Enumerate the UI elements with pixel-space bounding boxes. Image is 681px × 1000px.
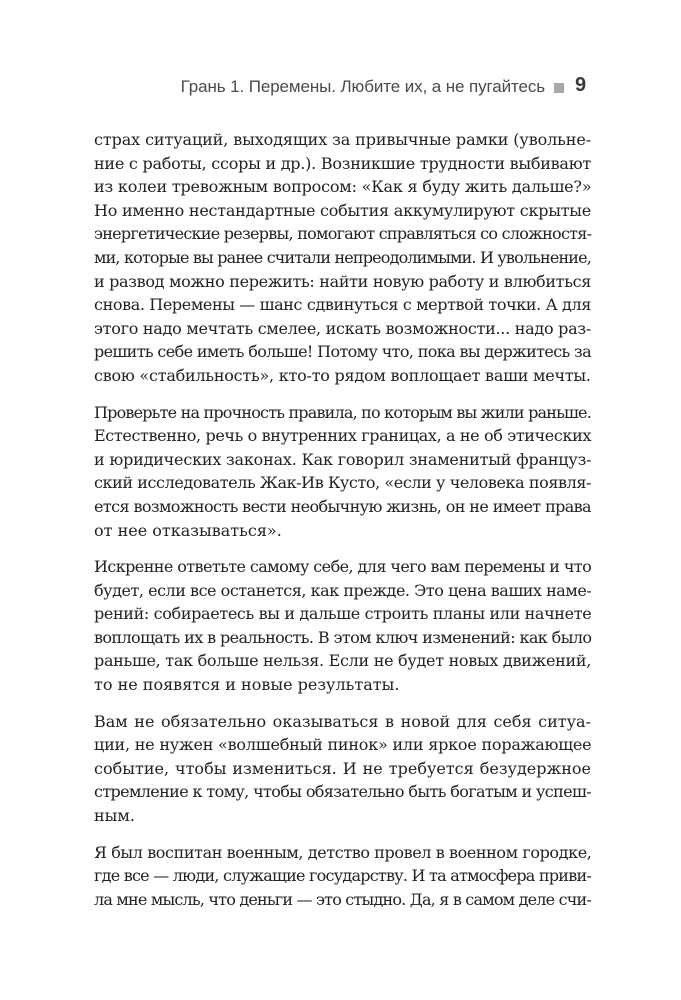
text-line: Проверьте на прочность правила, по которым вы жили раньше. bbox=[94, 402, 591, 422]
text-line: где все — люди, служащие государству. И та атмосфера приви- bbox=[94, 866, 591, 886]
text-line: событие, чтобы измениться. И не требуется безудержное bbox=[94, 758, 591, 778]
text-line: Я был воспитан военным, детство провел в военном городке, bbox=[94, 842, 592, 862]
text-line: от нее отказываться». bbox=[94, 520, 282, 540]
text-line: ский исследователь Жак-Ив Кусто, «если у человека появля- bbox=[94, 473, 591, 493]
separator-square-icon bbox=[554, 83, 564, 93]
text-line: Но именно нестандартные события аккумулируют скрытые bbox=[94, 200, 591, 220]
text-line: ние с работы, ссоры и др.). Возникшие трудности выбивают bbox=[94, 153, 591, 173]
paragraph-4 bbox=[94, 710, 591, 828]
paragraph-2 bbox=[94, 401, 591, 543]
text-line: рений: собираетесь вы и дальше строить планы или начнете bbox=[94, 604, 592, 624]
paragraph-3 bbox=[94, 555, 591, 697]
text-line: и юридических законах. Как говорил знаменитый француз- bbox=[94, 449, 592, 469]
body-text bbox=[94, 128, 591, 924]
text-line: Естественно, речь о внутренних границах, а не об этических bbox=[94, 426, 591, 446]
text-line: ми, которые вы ранее считали непреодолимыми. И увольнение, bbox=[94, 247, 591, 267]
text-line: воплощать их в реальность. В этом ключ изменений: как было bbox=[94, 627, 592, 647]
text-line: Вам не обязательно оказываться в новой для себя ситуа- bbox=[94, 711, 591, 731]
running-title: Грань 1. Перемены. Любите их, а не пугайтесь bbox=[180, 77, 545, 96]
text-line: Искренне ответьте самому себе, для чего вам перемены и что bbox=[94, 557, 592, 577]
text-line: то не появятся и новые результаты. bbox=[94, 675, 400, 695]
text-line: энергетические резервы, помогают справляться со сложностя- bbox=[94, 224, 592, 244]
paragraph-5 bbox=[94, 841, 591, 912]
text-line: свою «стабильность», кто-то рядом воплощает ваши мечты. bbox=[94, 365, 591, 385]
text-line: стремление к тому, чтобы обязательно быть богатым и успеш- bbox=[94, 782, 591, 802]
text-line: ции, не нужен «волшебный пинок» или яркое поражающее bbox=[94, 735, 592, 755]
text-line: этого надо мечтать смелее, искать возможности... надо раз- bbox=[94, 318, 591, 338]
text-line: ется возможность вести необычную жизнь, он не имеет права bbox=[94, 496, 591, 516]
text-line: ла мне мысль, что деньги — это стыдно. Да, я в самом деле счи- bbox=[94, 889, 591, 909]
text-line: ным. bbox=[94, 806, 135, 826]
text-line: раньше, так больше нельзя. Если не будет новых движений, bbox=[94, 651, 591, 671]
text-line: из колеи тревожным вопросом: «Как я буду жить дальше?» bbox=[94, 177, 592, 197]
paragraph-1 bbox=[94, 128, 591, 388]
text-line: решить себе иметь больше! Потому что, пока вы держитесь за bbox=[94, 342, 592, 362]
page-header bbox=[0, 73, 681, 103]
page-number: 9 bbox=[575, 74, 587, 96]
text-line: будет, если все останется, как прежде. Это цена ваших наме- bbox=[94, 580, 592, 600]
text-line: страх ситуаций, выходящих за привычные рамки (увольне- bbox=[94, 130, 591, 149]
text-line: снова. Перемены — шанс сдвинуться с мертвой точки. А для bbox=[94, 295, 591, 315]
text-line: и развод можно пережить: найти новую работу и влюбиться bbox=[94, 271, 591, 291]
